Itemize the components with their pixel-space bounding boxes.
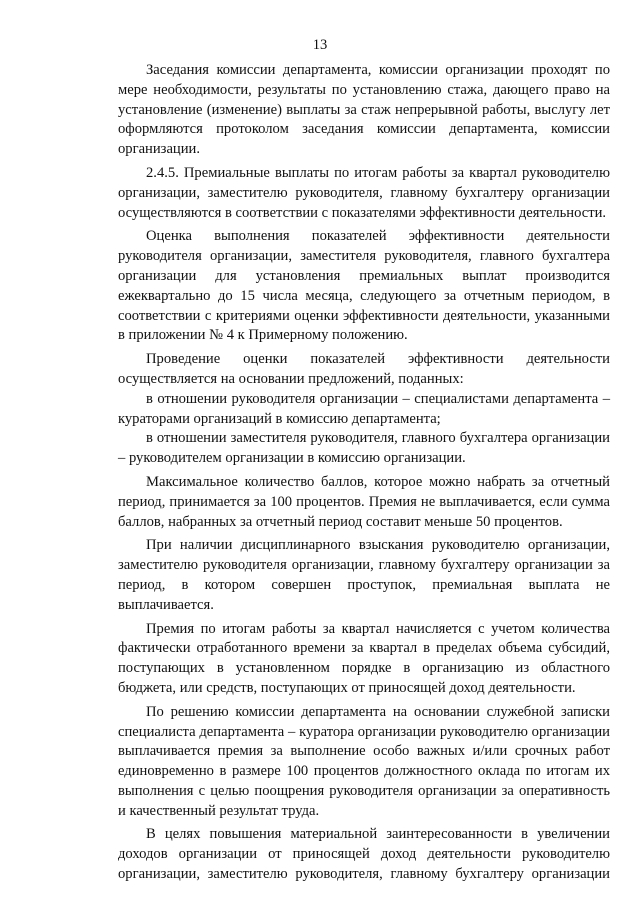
paragraph-disciplinary-action: При наличии дисциплинарного взыскания руководителю организации, заместителю руководителя организации, главному бухгалтеру организации за период, в котором совершен проступок, премиальная выплата не выплачивается. — [118, 537, 610, 613]
paragraph-income-incentive: В целях повышения материальной заинтересованности в увеличении доходов организации от приносящей доход деятельности руководителю организации, заместителю руководителя, главному бухгалтеру организации — [118, 826, 610, 883]
paragraph-max-points: Максимальное количество баллов, которое можно набрать за отчетный период, принимается за 100 процентов. Премия не выплачивается, если сумма баллов, набранных за отчетный период составит меньше 50 процентов. — [118, 473, 610, 530]
page-number: 13 — [312, 37, 328, 53]
paragraph-2-4-5-quarterly-bonus: 2.4.5. Премиальные выплаты по итогам работы за квартал руководителю организации, заместителю руководителя, главному бухгалтеру организации осуществляются в соответствии с показателями эффективности деятельности. — [118, 164, 610, 221]
paragraph-special-bonus: По решению комиссии департамента на основании служебной записки специалиста департамента – куратора организации руководителю организации выплачивается премия за выполнение особо важных и/или срочных работ единовременно в размере 100 процентов должностного оклада по итогам их выполнения с целью поощрения руководителя организации за оперативность и качественный результат труда. — [118, 703, 610, 819]
paragraph-evaluation-basis: Проведение оценки показателей эффективности деятельности осуществляется на основании предложений, поданных: — [118, 351, 610, 387]
paragraph-commission-meetings: Заседания комиссии департамента, комиссии организации проходят по мере необходимости, результаты по установлению стажа, дающего право на установление (изменение) выплаты за стаж непрерывной работы, выслугу лет оформляются протоколом заседания комиссии департамента, комиссии организации. — [118, 62, 610, 158]
document-body — [118, 61, 610, 885]
paragraph-director-proposals: в отношении руководителя организации – специалистами департамента – кураторами организаций в комиссию департамента; — [118, 390, 610, 427]
paragraph-performance-evaluation: Оценка выполнения показателей эффективности деятельности руководителя организации, заместителя руководителя, главного бухгалтера организации для установления премиальных выплат производится ежеквартально до 15 числа месяца, следующего за отчетным периодом, в соответствии с критериями оценки эффективности деятельности, указанными в приложении № 4 к Примерному положению. — [118, 228, 610, 344]
paragraph-deputy-proposals: в отношении заместителя руководителя, главного бухгалтера организации – руководителем организации в комиссию организации. — [118, 430, 610, 467]
paragraph-bonus-calculation: Премия по итогам работы за квартал начисляется с учетом количества фактически отработанного времени за квартал в пределах объема субсидий, поступающих в установленном порядке в организацию из областного бюджета, или средств, поступающих от приносящей доход деятельности. — [118, 620, 610, 696]
